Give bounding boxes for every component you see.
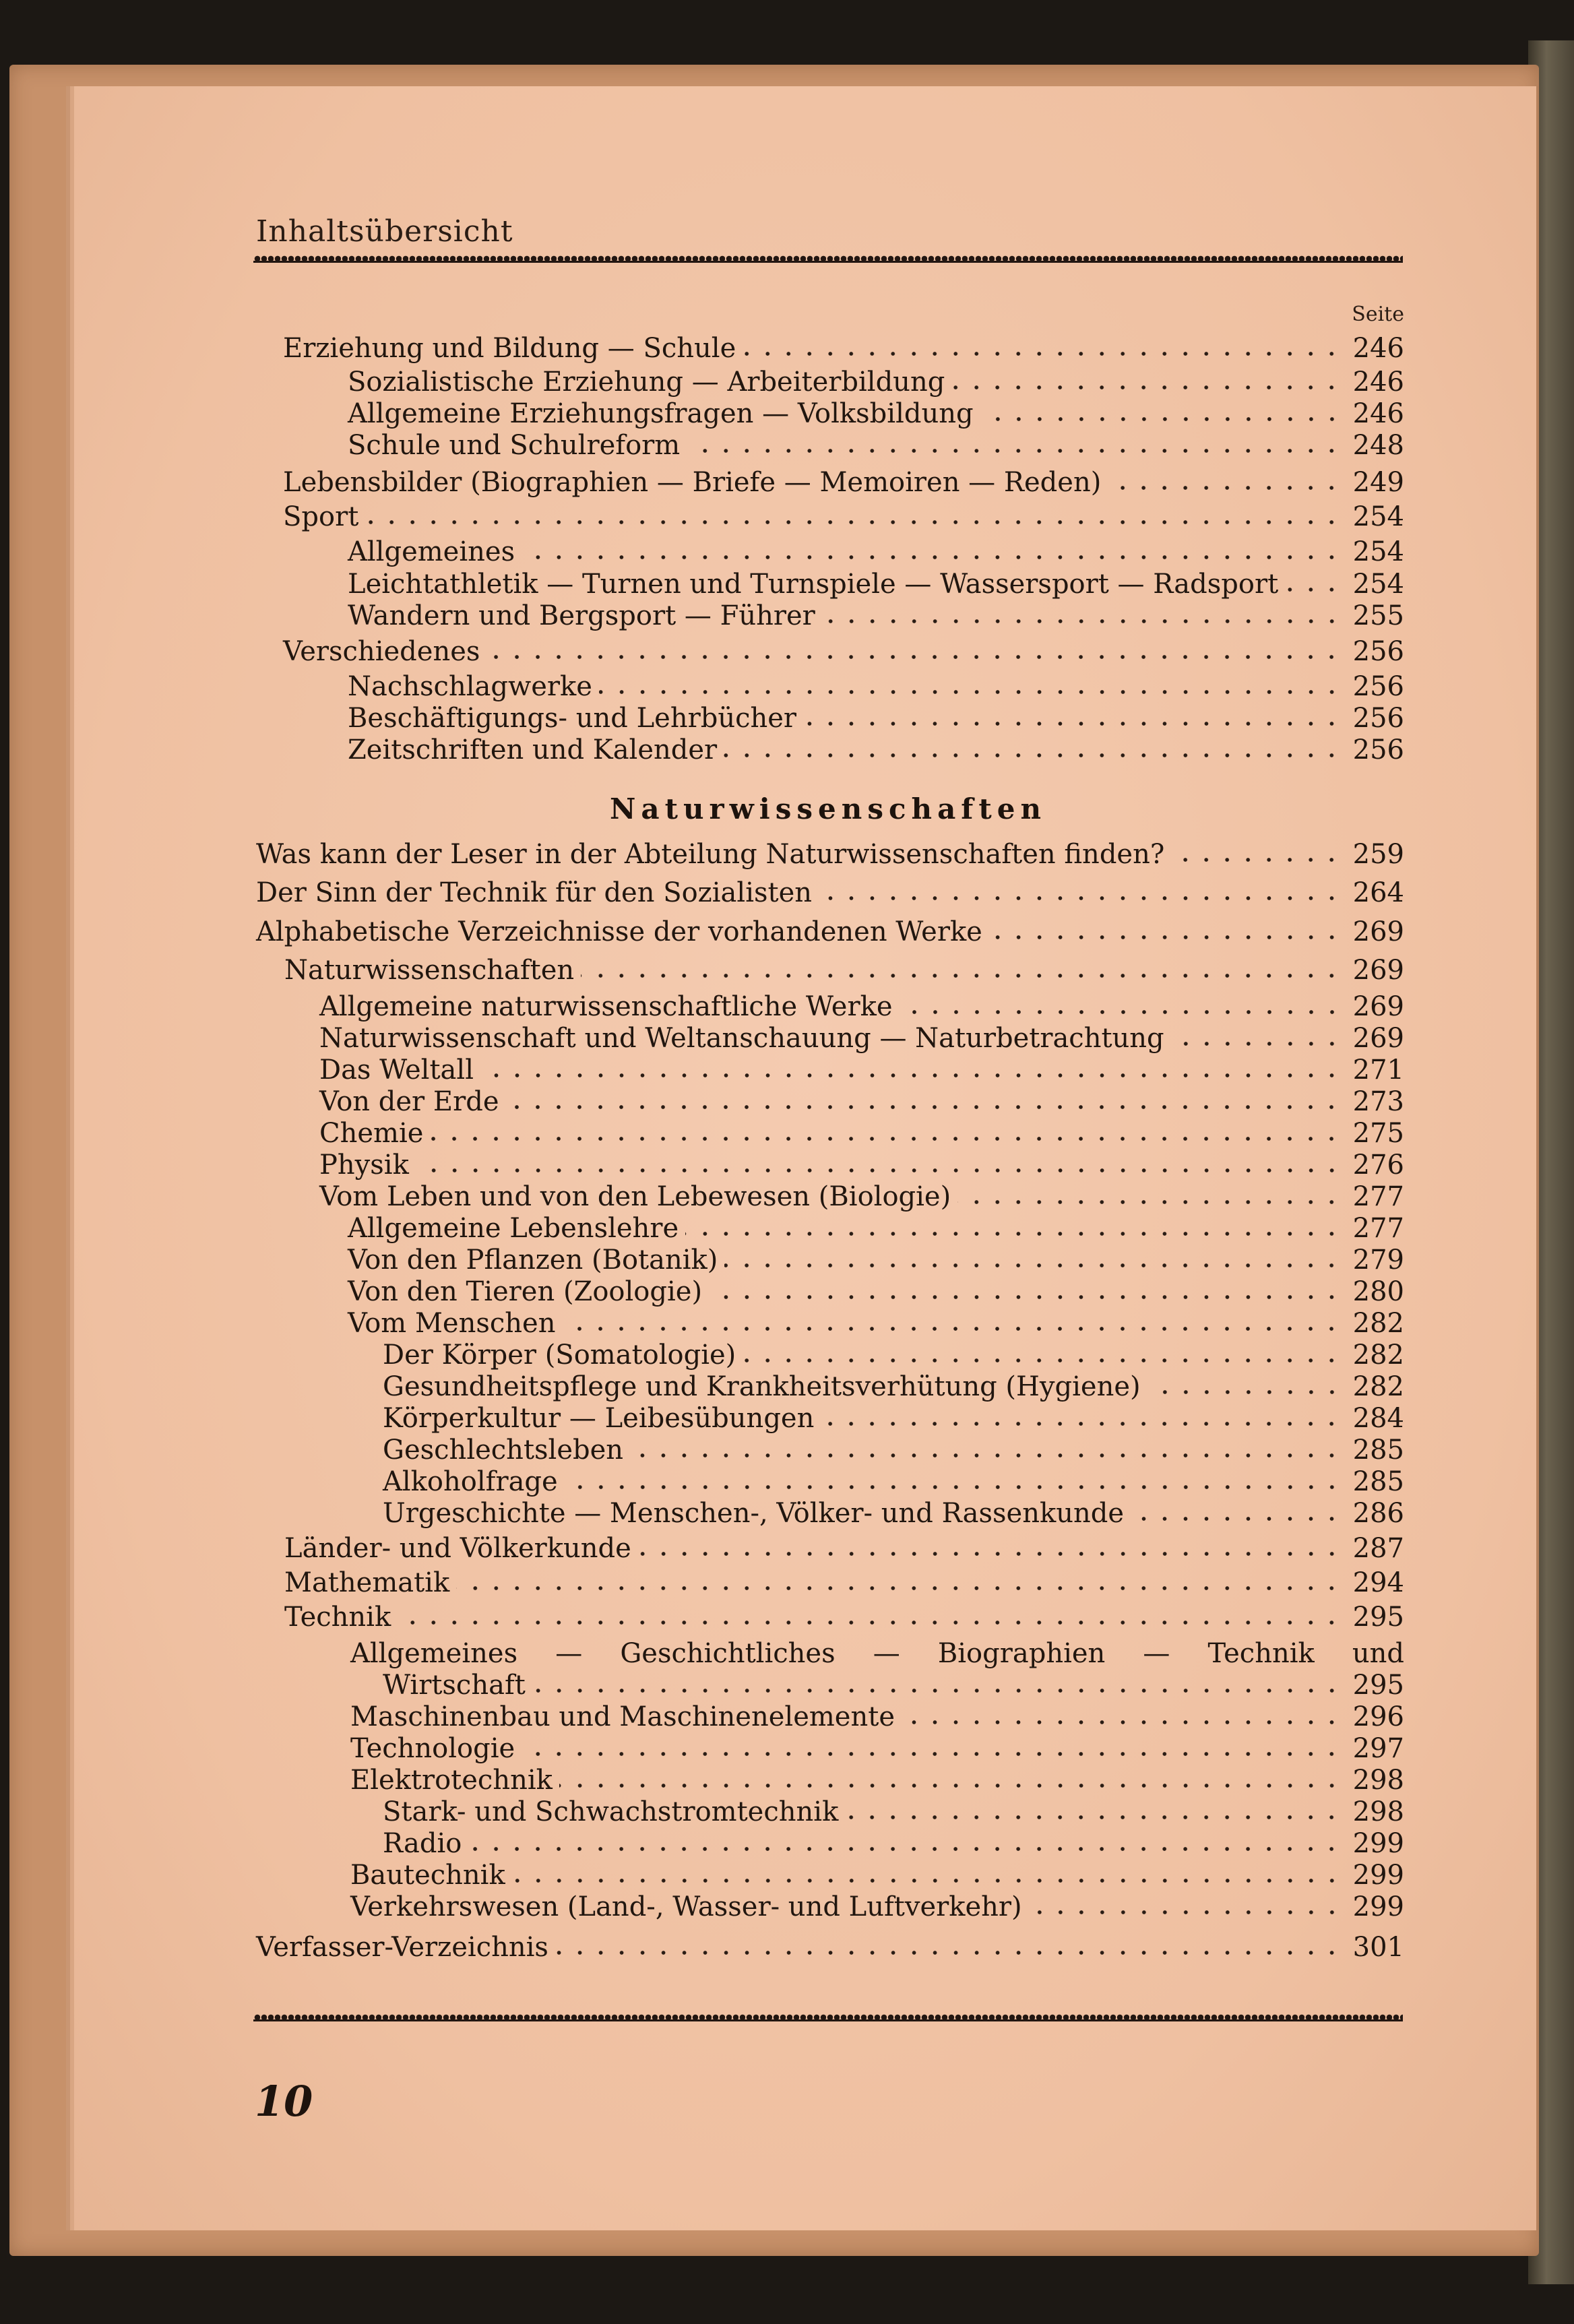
toc-entry-label: Mathematik [284,1567,450,1598]
toc-entry-label: Körperkultur — Leibesübungen [383,1403,815,1434]
leader-dots [630,1451,1342,1459]
toc-entry-page: 280 [1352,1276,1404,1307]
toc-entry-label: Von den Tieren (Zoologie) [348,1276,703,1307]
toc-entry-page: 294 [1352,1567,1404,1598]
toc-entry-label: Physik [319,1150,409,1181]
toc-entry[interactable] [284,1567,1404,1599]
toc-entry-page: 256 [1352,734,1404,765]
leader-dots [687,447,1342,455]
toc-entry-label: Der Körper (Somatologie) [383,1340,736,1371]
toc-entry-label: Länder- und Völkerkunde [284,1533,631,1564]
leader-dots [1108,484,1342,492]
page-number: 10 [255,2077,313,2126]
leader-dots [555,1949,1342,1957]
toc-entry-label: Alphabetische Verzeichnisse der vorhandenen Werke [256,916,982,947]
leader-dots [685,1230,1342,1238]
leader-dots [819,894,1342,902]
toc-entry-page: 255 [1352,600,1404,631]
leader-dots [822,617,1342,625]
toc-entry[interactable] [348,398,1404,430]
leader-dots [480,1071,1342,1079]
toc-entry-page: 248 [1352,430,1404,461]
toc-entry-page: 249 [1352,467,1404,498]
toc-entry-label: Alkoholfrage [383,1466,558,1497]
toc-entry-label: Urgeschichte — Menschen-, Völker- und Rassenkunde [383,1498,1124,1529]
toc-entry-page: 275 [1352,1118,1404,1149]
leader-dots [951,383,1342,391]
leader-dots [522,553,1342,561]
toc-entry[interactable] [283,332,1404,365]
toc-entry[interactable] [256,1931,1404,1964]
toc-entry-page: 254 [1352,569,1404,600]
toc-entry[interactable] [284,954,1404,986]
toc-entry-label: Elektrotechnik [350,1765,553,1796]
toc-entry-page: 282 [1352,1371,1404,1402]
leader-dots [1147,1388,1342,1396]
toc-entry-label: Stark- und Schwachstromtechnik [383,1796,839,1827]
toc-entry-label: Maschinenbau und Maschinenelemente [350,1701,895,1732]
toc-entry[interactable] [284,1532,1404,1565]
toc-entry-label: Was kann der Leser in der Abteilung Naturwissenschaften finden? [256,839,1165,870]
leader-dots [821,1420,1342,1428]
toc-entry[interactable] [383,1497,1404,1530]
toc-entry-label: Technik [284,1602,391,1633]
toc-entry-label: Von den Pflanzen (Botanik) [348,1245,718,1276]
toc-entry-label: Vom Leben und von den Lebewesen (Biologie) [319,1181,951,1212]
toc-entry-page: 256 [1352,703,1404,734]
toc-entry-page: 298 [1352,1765,1404,1796]
leader-dots [559,1782,1342,1790]
leader-dots [456,1584,1342,1592]
toc-entry-label: Leichtathletik — Turnen und Turnspiele — Wassersport — Radsport [348,569,1279,600]
toc-entry-label: Zeitschriften und Kalender [348,734,718,765]
toc-entry-label: Verschiedenes [283,636,480,667]
toc-entry-label: Bautechnik [350,1860,505,1891]
leader-dots [803,720,1342,728]
toc-entry[interactable] [383,1339,1404,1371]
leader-dots [638,1550,1342,1558]
leader-dots [902,1718,1342,1726]
toc-entry-page: 271 [1352,1055,1404,1086]
toc-entry-label: Allgemeine Erziehungsfragen — Volksbildung [348,398,974,429]
toc-entry-label: Lebensbilder (Biographien — Briefe — Memoiren — Reden) [283,467,1102,498]
toc-entry-page: 256 [1352,636,1404,667]
toc-entry[interactable] [383,1434,1404,1466]
toc-entry[interactable] [350,1764,1404,1796]
toc-entry-label: Sport [283,501,359,532]
toc-entry[interactable] [350,1891,1404,1923]
toc-entry[interactable] [348,734,1404,766]
toc-entry[interactable] [348,536,1404,568]
toc-entry-page: 299 [1352,1891,1404,1922]
leader-dots [743,350,1342,358]
toc-entry-page: 269 [1352,991,1404,1022]
toc-entry-page: 299 [1352,1828,1404,1859]
toc-entry-page: 264 [1352,877,1404,908]
leader-dots [1285,586,1342,594]
toc-entry-page: 297 [1352,1733,1404,1764]
leader-dots [957,1198,1342,1206]
toc-entry-page: 284 [1352,1403,1404,1434]
leader-dots [522,1750,1342,1758]
toc-entry[interactable] [319,1086,1404,1118]
toc-entry[interactable] [350,1859,1404,1891]
leader-dots [900,1008,1343,1016]
leader-dots [1131,1515,1342,1523]
toc-entry-label: Nachschlagwerke [348,671,592,702]
toc-entry-first-line[interactable]: Allgemeines — Geschichtliches — Biographien — Technik und [350,1638,1404,1669]
toc-entry[interactable] [348,1244,1404,1276]
toc-entry[interactable] [383,1827,1404,1860]
toc-entry[interactable] [348,568,1404,600]
toc-entry-label: Naturwissenschaften [284,955,575,986]
leader-dots [599,688,1342,696]
toc-entry-label: Naturwissenschaft und Weltanschauung — Naturbetrachtung [319,1023,1164,1054]
leader-dots [486,653,1342,661]
toc-entry-page: 276 [1352,1150,1404,1181]
toc-entry-page: 254 [1352,536,1404,567]
toc-entry-label: Geschlechtsleben [383,1435,624,1466]
toc-entry-label: Gesundheitspflege und Krankheitsverhütung (Hygiene) [383,1371,1141,1402]
leader-dots [398,1619,1342,1627]
toc-entry[interactable] [383,1402,1404,1435]
toc-entry-label: Schule und Schulreform [348,430,681,461]
leader-dots [365,518,1342,526]
leader-dots [430,1135,1342,1143]
toc-entry[interactable] [283,466,1404,499]
leader-dots [565,1483,1342,1491]
toc-entry-page: 277 [1352,1213,1404,1244]
page-column-label: Seite [1352,303,1404,326]
leader-dots [989,933,1342,941]
toc-entry-page: 282 [1352,1340,1404,1371]
leader-dots [416,1166,1342,1174]
toc-entry-page: 256 [1352,671,1404,702]
toc-entry-page: 269 [1352,955,1404,986]
toc-entry[interactable] [383,1371,1404,1403]
leader-dots [468,1845,1342,1853]
bottom-rule [253,2013,1403,2021]
toc-entry[interactable] [319,1181,1404,1213]
toc-entry[interactable] [319,1117,1404,1150]
toc-entry-page: 277 [1352,1181,1404,1212]
toc-entry[interactable] [284,1601,1404,1633]
toc-entry-page: 254 [1352,501,1404,532]
toc-entry[interactable] [350,1732,1404,1765]
toc-entry[interactable] [350,1701,1404,1733]
toc-entry[interactable] [348,1212,1404,1245]
leader-dots [581,972,1342,980]
toc-entry-page: 298 [1352,1796,1404,1827]
toc-entry-page: 246 [1352,333,1404,364]
toc-entry-label: Allgemeine Lebenslehre [348,1213,679,1244]
toc-entry-label: Erziehung und Bildung — Schule [283,333,736,364]
leader-dots [724,1261,1342,1269]
toc-entry-page: 246 [1352,367,1404,398]
toc-entry-label: Von der Erde [319,1086,499,1117]
toc-entry-label: Technologie [350,1733,515,1764]
leader-dots [845,1813,1342,1821]
toc-entry-page: 269 [1352,916,1404,947]
toc-entry-page: 301 [1352,1932,1404,1963]
toc-entry[interactable] [348,429,1404,462]
toc-entry-label: Das Weltall [319,1055,474,1086]
toc-entry[interactable] [383,1796,1404,1828]
toc-entry-page: 285 [1352,1466,1404,1497]
toc-entry-label: Vom Menschen [348,1308,556,1339]
toc-entry[interactable] [348,702,1404,734]
toc-entry-page: 299 [1352,1860,1404,1891]
toc-entry-label: Wandern und Bergsport — Führer [348,600,815,631]
leader-dots [1171,856,1342,864]
toc-entry-label: Wirtschaft [383,1670,526,1701]
leader-dots [562,1325,1342,1333]
toc-entry-page: 286 [1352,1498,1404,1529]
leader-dots [980,415,1342,423]
leader-dots [512,1877,1342,1885]
running-head: Inhaltsübersicht [256,214,513,249]
toc-entry-label: Sozialistische Erziehung — Arbeiterbildung [348,367,945,398]
toc-entry[interactable] [319,1054,1404,1086]
toc-entry[interactable] [283,501,1404,533]
toc-entry[interactable] [348,1307,1404,1340]
toc-entry-label: Allgemeine naturwissenschaftliche Werke [319,991,893,1022]
toc-entry-label: Verkehrswesen (Land-, Wasser- und Luftverkehr) [350,1891,1022,1922]
toc-entry-page: 295 [1352,1670,1404,1701]
toc-entry[interactable] [256,877,1404,909]
toc-entry[interactable] [348,366,1404,398]
toc-entry-label: Beschäftigungs- und Lehrbücher [348,703,797,734]
toc-entry[interactable] [319,991,1404,1023]
toc-entry[interactable] [256,916,1404,948]
toc-entry-page: 269 [1352,1023,1404,1054]
toc-entry-page: 285 [1352,1435,1404,1466]
toc-entry[interactable] [383,1669,1404,1701]
toc-entry-label: Radio [383,1828,462,1859]
leader-dots [724,751,1342,759]
toc-entry-page: 287 [1352,1533,1404,1564]
toc-entry[interactable] [348,670,1404,703]
section-heading: Naturwissenschaften [609,792,1047,825]
toc-entry-page: 273 [1352,1086,1404,1117]
toc-entry-label: Der Sinn der Technik für den Sozialisten [256,877,813,908]
toc-entry[interactable] [283,635,1404,668]
toc-entry-page: 295 [1352,1602,1404,1633]
toc-entry-label: Verfasser-Verzeichnis [256,1932,548,1963]
toc-entry-label: Allgemeines [348,536,515,567]
toc-entry-page: 246 [1352,398,1404,429]
toc-entry[interactable] [348,1276,1404,1308]
leader-dots [532,1687,1342,1695]
toc-entry-page: 282 [1352,1308,1404,1339]
leader-dots [709,1293,1342,1301]
toc-entry[interactable] [383,1466,1404,1498]
toc-entry[interactable] [319,1149,1404,1181]
leader-dots [505,1103,1342,1111]
leader-dots [1171,1040,1342,1048]
leader-dots [743,1356,1342,1364]
toc-entry-page: 279 [1352,1245,1404,1276]
toc-entry[interactable] [348,600,1404,632]
toc-entry-page: 259 [1352,839,1404,870]
leader-dots [1029,1908,1342,1916]
toc-entry[interactable] [256,838,1404,871]
toc-entry[interactable] [319,1022,1404,1055]
toc-entry-page: 296 [1352,1701,1404,1732]
toc-entry-label: Chemie [319,1118,424,1149]
